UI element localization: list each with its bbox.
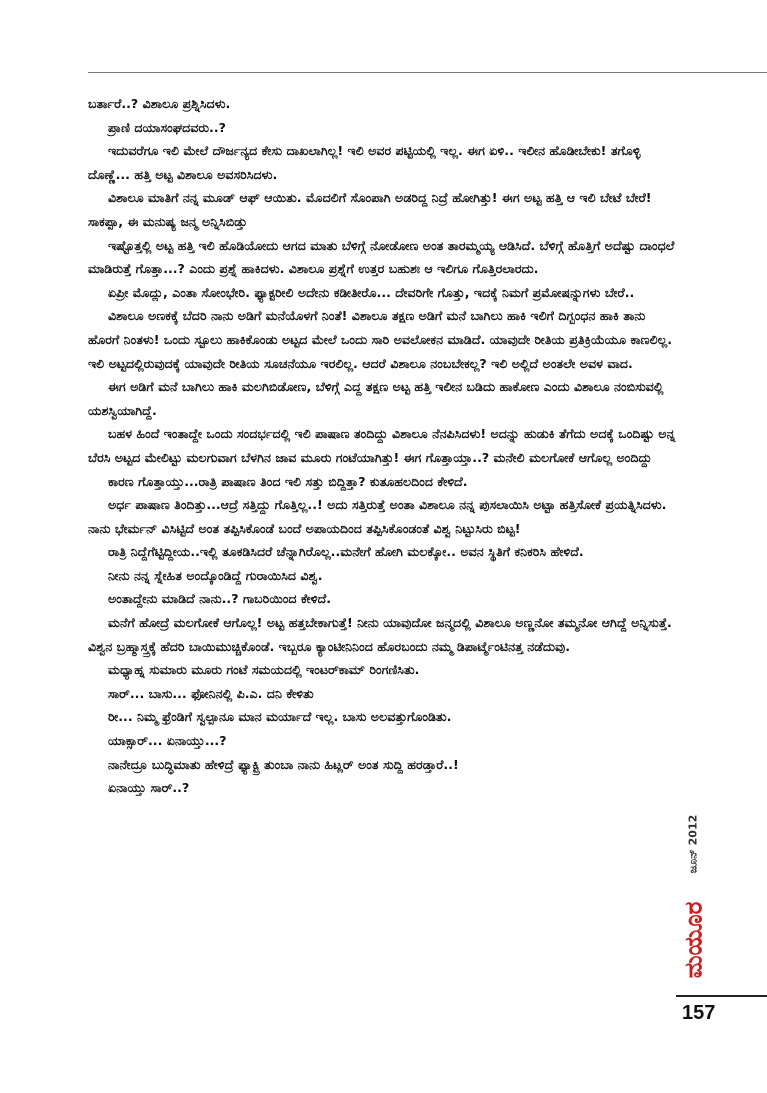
- issue-date-text: ಜೂನ್ 2012: [686, 814, 700, 874]
- paragraph: ಸಾರ್... ಬಾಸು... ಫೋನಿನಲ್ಲಿ ಪಿ.ಎ. ದನಿ ಕೇಳಿತು: [108, 685, 314, 701]
- paragraph: ಮಧ್ಯಾಹ್ನ ಸುಮಾರು ಮೂರು ಗಂಟೆ ಸಮಯದಲ್ಲಿ ಇಂಟರ್‌ಕಾಮ್ ರಿಂಗಣಿಸಿತು.: [108, 662, 420, 678]
- issue-date: [676, 808, 710, 880]
- paragraph: ಬರ್ತಾರೆ..? ವಿಶಾಲೂ ಪ್ರಶ್ನಿಸಿದಳು.: [88, 96, 231, 111]
- paragraph: ರಾತ್ರಿ ನಿದ್ದೆಗೆಟ್ಟಿದ್ದೀಯ..ಇಲ್ಲಿ ತೂಕಡಿಸಿದರೆ ಚೆನ್ನಾಗಿರೊಲ್ಲ..ಮನೇಗೆ ಹೋಗಿ ಮಲಕ್ಕೋ.. ಅವನ ಸ್ಥಿತಿಗೆ ಕನಿಕರಿಸಿ ಹೇಳಿದೆ.: [108, 544, 584, 560]
- footer-rule: [676, 995, 767, 997]
- magazine-sidebar: [676, 808, 710, 998]
- paragraph: ವಿಶಾಲೂ ಮಾತಿಗೆ ನನ್ನ ಮೂಡ್ ಆಫ್ ಆಯಿತು. ಮೊದಲಿಗೆ ಸೊಂಪಾಗಿ ಅಡರಿದ್ದ ನಿದ್ರೆ ಹೋಗಿತ್ತು! ಈಗ ಅಟ್ಟ ಹತ್ತಿ ಆ ಇಲಿ ಬೇಟೆ ಬೇರೆ! ಸಾಕಪ್ಪಾ, ಈ ಮನುಷ್ಯ ಜನ್ಮ ಅನ್ನಿಸಿಬಿಡ್ತು: [88, 190, 652, 229]
- paragraph: ಬಹಳ ಹಿಂದೆ ಇಂತಾದ್ದೇ ಒಂದು ಸಂದರ್ಭದಲ್ಲಿ ಇಲಿ ಪಾಷಾಣ ತಂದಿದ್ದು ವಿಶಾಲೂ ನೆನಪಿಸಿದಳು! ಅದನ್ನು ಹುಡುಕಿ ತೆಗೆದು ಅದಕ್ಕೆ ಒಂದಿಷ್ಟು ಅನ್ನ ಬೆರಸಿ ಅಟ್ಟದ ಮೇಲಿಟ್ಟು ಮಲಗುವಾಗ ಬೆಳಗಿನ ಜಾವ ಮೂರು ಗಂಟೆಯಾಗಿತ್ತು! ಈಗ ಗೊತ್ತಾಯ್ತಾ..? ಮನೇಲಿ ಮಲಗೋಕೆ ಆಗೊಲ್ಲ ಅಂದಿದ್ದು: [88, 426, 676, 465]
- paragraph: ಏನಾಯ್ತು ಸಾರ್..?: [108, 780, 190, 796]
- paragraph: ಅಂತಾದ್ದೇನು ಮಾಡಿದೆ ನಾನು..? ಗಾಬರಿಯಿಂದ ಕೇಳಿದೆ.: [108, 591, 332, 607]
- paragraph: ವಿಶಾಲೂ ಅಣಕಕ್ಕೆ ಬೆದರಿ ನಾನು ಅಡಿಗೆ ಮನೆಯೊಳಗೆ ನಿಂತೆ! ವಿಶಾಲೂ ತಕ್ಷಣ ಅಡಿಗೆ ಮನೆ ಬಾಗಿಲು ಹಾಕಿ ಇಲಿಗೆ ದಿಗ್ಬಂಧನ ಹಾಕಿ ತಾನು ಹೊರಗೆ ನಿಂತಳು! ಒಂದು ಸ್ಟೂಲು ಹಾಕಿಕೊಂಡು ಅಟ್ಟದ ಮೇಲೆ ಒಂದು ಸಾರಿ ಅವಲೋಕನ ಮಾಡಿದೆ. ಯಾವುದೇ ರೀತಿಯ ಪ್ರತಿಕ್ರಿಯೆಯೂ ಕಾಣಲಿಲ್ಲ. ಇಲಿ ಅಟ್ಟದಲ್ಲಿರುವುದಕ್ಕೆ ಯಾವುದೇ ರೀತಿಯ ಸೂಚನೆಯೂ ಇರಲಿಲ್ಲ. ಆದರೆ ವಿಶಾಲೂ ನಂಬಬೇಕಲ್ಲ? ಇಲಿ ಅಲ್ಲಿದೆ ಅಂತಲೇ ಅವಳ ವಾದ.: [88, 308, 673, 371]
- paragraph: ಮನೆಗೆ ಹೋದ್ರೆ ಮಲಗೋಕೆ ಆಗೊಲ್ಲ! ಅಟ್ಟ ಹತ್ತಬೇಕಾಗುತ್ತೆ! ನೀನು ಯಾವುದೋ ಜನ್ಮದಲ್ಲಿ ವಿಶಾಲೂ ಅಣ್ಣನೋ ತಮ್ಮನೋ ಆಗಿದ್ದೆ ಅನ್ನಿಸುತ್ತೆ. ವಿಶ್ವನ ಬ್ರಹ್ಮಾಸ್ತ್ರಕ್ಕೆ ಹೆದರಿ ಬಾಯಿಮುಚ್ಚಿಕೊಂಡೆ. ಇಬ್ಬರೂ ಕ್ಯಾಂಟೀನಿನಿಂದ ಹೊರಬಂದು ನಮ್ಮ ಡಿಪಾರ್ಟ್ಮೆಂಟಿನತ್ತ ನಡೆದುವು.: [88, 615, 672, 654]
- magazine-logo: [680, 886, 706, 994]
- header-rule: [88, 72, 767, 73]
- paragraph: ಅರ್ಧ ಪಾಷಾಣ ತಿಂದಿತ್ತು...ಆದ್ರೆ ಸತ್ತಿದ್ದು ಗೊತ್ತಿಲ್ಲ..! ಅದು ಸತ್ತಿರುತ್ತೆ ಅಂತಾ ವಿಶಾಲೂ ನನ್ನ ಪುಸಲಾಯಿಸಿ ಅಟ್ಟಾ ಹತ್ತಿಸೋಕೆ ಪ್ರಯತ್ನಿಸಿದಳು. ನಾನು ಭೇರ್ಮನ್ ವಿಸಿಟ್ಟಿದೆ ಅಂತ ತಪ್ಪಿಸಿಕೊಂಡೆ ಬಂದೆ ಅಪಾಯದಿಂದ ತಪ್ಪಿಸಿಕೊಂಡಂತೆ ವಿಶ್ವ ನಿಟ್ಟುಸಿರು ಬಿಟ್ಟ!: [88, 497, 667, 536]
- paragraph: ಪ್ರಾಣಿ ದಯಾಸಂಘದವರು..?: [108, 119, 226, 135]
- paragraph: ಈಗ ಅಡಿಗೆ ಮನೆ ಬಾಗಿಲು ಹಾಕಿ ಮಲಗಿಬಿಡೋಣ, ಬೆಳಿಗ್ಗೆ ಎದ್ದ ತಕ್ಷಣ ಅಟ್ಟ ಹತ್ತಿ ಇಲೀನ ಬಡಿದು ಹಾಕೋಣ ಎಂದು ವಿಶಾಲೂ ನಂಬಿಸುವಲ್ಲಿ ಯಶಸ್ವಿಯಾಗಿದ್ದೆ.: [88, 379, 664, 418]
- paragraph: ಇದುವರೆಗೂ ಇಲಿ ಮೇಲೆ ದೌರ್ಜನ್ಯದ ಕೇಸು ದಾಖಲಾಗಿಲ್ಲ! ಇಲಿ ಅವರ ಪಟ್ಟಿಯಲ್ಲಿ ಇಲ್ಲ. ಈಗ ಏಳಿ.. ಇಲೀನ ಹೊಡೀಬೇಕು! ತಗೊಳ್ಳಿ ದೊಣ್ಣೆ... ಹತ್ತಿ ಅಟ್ಟ ವಿಶಾಲೂ ಅವಸರಿಸಿದಳು.: [88, 143, 641, 182]
- paragraph: ಯಾಕ್ಸಾರ್... ಏನಾಯ್ತು...?: [108, 733, 227, 749]
- paragraph: ನಾನೇದ್ರೂ ಬುದ್ಧಿಮಾತು ಹೇಳಿದ್ರೆ ಫ್ಯಾಕ್ಟ್ರಿ ತುಂಬಾ ನಾನು ಹಿಟ್ಲರ್ ಅಂತ ಸುದ್ದಿ ಹರಡ್ತಾರೆ..!: [108, 756, 459, 772]
- paragraph: ಇಷ್ಟೊತ್ತಲ್ಲಿ ಅಟ್ಟ ಹತ್ತಿ ಇಲಿ ಹೊಡಿಯೋದು ಆಗದ ಮಾತು ಬೆಳಿಗ್ಗೆ ನೋಡೋಣ ಅಂತ ತಾರಮ್ಮಯ್ಯ ಆಡಿಸಿದೆ. ಬೆಳಿಗ್ಗೆ ಹೊತ್ತಿಗೆ ಅದೆಷ್ಟು ದಾಂಧಲೆ ಮಾಡಿರುತ್ತೆ ಗೊತ್ತಾ...? ಎಂದು ಪ್ರಶ್ನೆ ಹಾಕಿದಳು. ವಿಶಾಲೂ ಪ್ರಶ್ನೆಗೆ ಉತ್ತರ ಬಹುಶಃ ಆ ಇಲಿಗೂ ಗೊತ್ತಿರಲಾರದು.: [88, 237, 675, 277]
- magazine-logo-text: ಮಯೂರ: [679, 901, 708, 979]
- paragraph: ಏಪ್ರೀ ಮೊದ್ಲು, ಎಂತಾ ಸೋಂಭೇರಿ. ಫ್ಯಾಕ್ಟರೀಲಿ ಅದೇನು ಕಡೀತೀರೊ... ದೇವರಿಗೇ ಗೊತ್ತು, ಇದಕ್ಕೆ ನಿಮಗೆ ಪ್ರಮೋಷನ್ನುಗಳು ಬೇರೆ..: [108, 284, 635, 300]
- paragraph: ನೀನು ನನ್ನ ಸ್ನೇಹಿತ ಅಂದ್ಕೊಂಡಿದ್ದೆ ಗುರಾಯಿಸಿದ ವಿಶ್ವ.: [108, 567, 323, 583]
- paragraph: ರೀ... ನಿಮ್ಮ ಫ್ರೆಂಡಿಗೆ ಸ್ವಲ್ಪಾನೂ ಮಾನ ಮರ್ಯಾದೆ ಇಲ್ಲ. ಬಾಸು ಅಲವತ್ತುಗೊಂಡಿತು.: [108, 709, 452, 725]
- article-body: [88, 92, 678, 800]
- paragraph: ಕಾರಣ ಗೊತ್ತಾಯ್ತು...ರಾತ್ರಿ ಪಾಷಾಣ ತಿಂದ ಇಲಿ ಸತ್ತು ಬಿದ್ದಿತ್ತಾ? ಕುತೂಹಲದಿಂದ ಕೇಳಿದೆ.: [108, 473, 468, 489]
- page-number: 157: [682, 1002, 716, 1024]
